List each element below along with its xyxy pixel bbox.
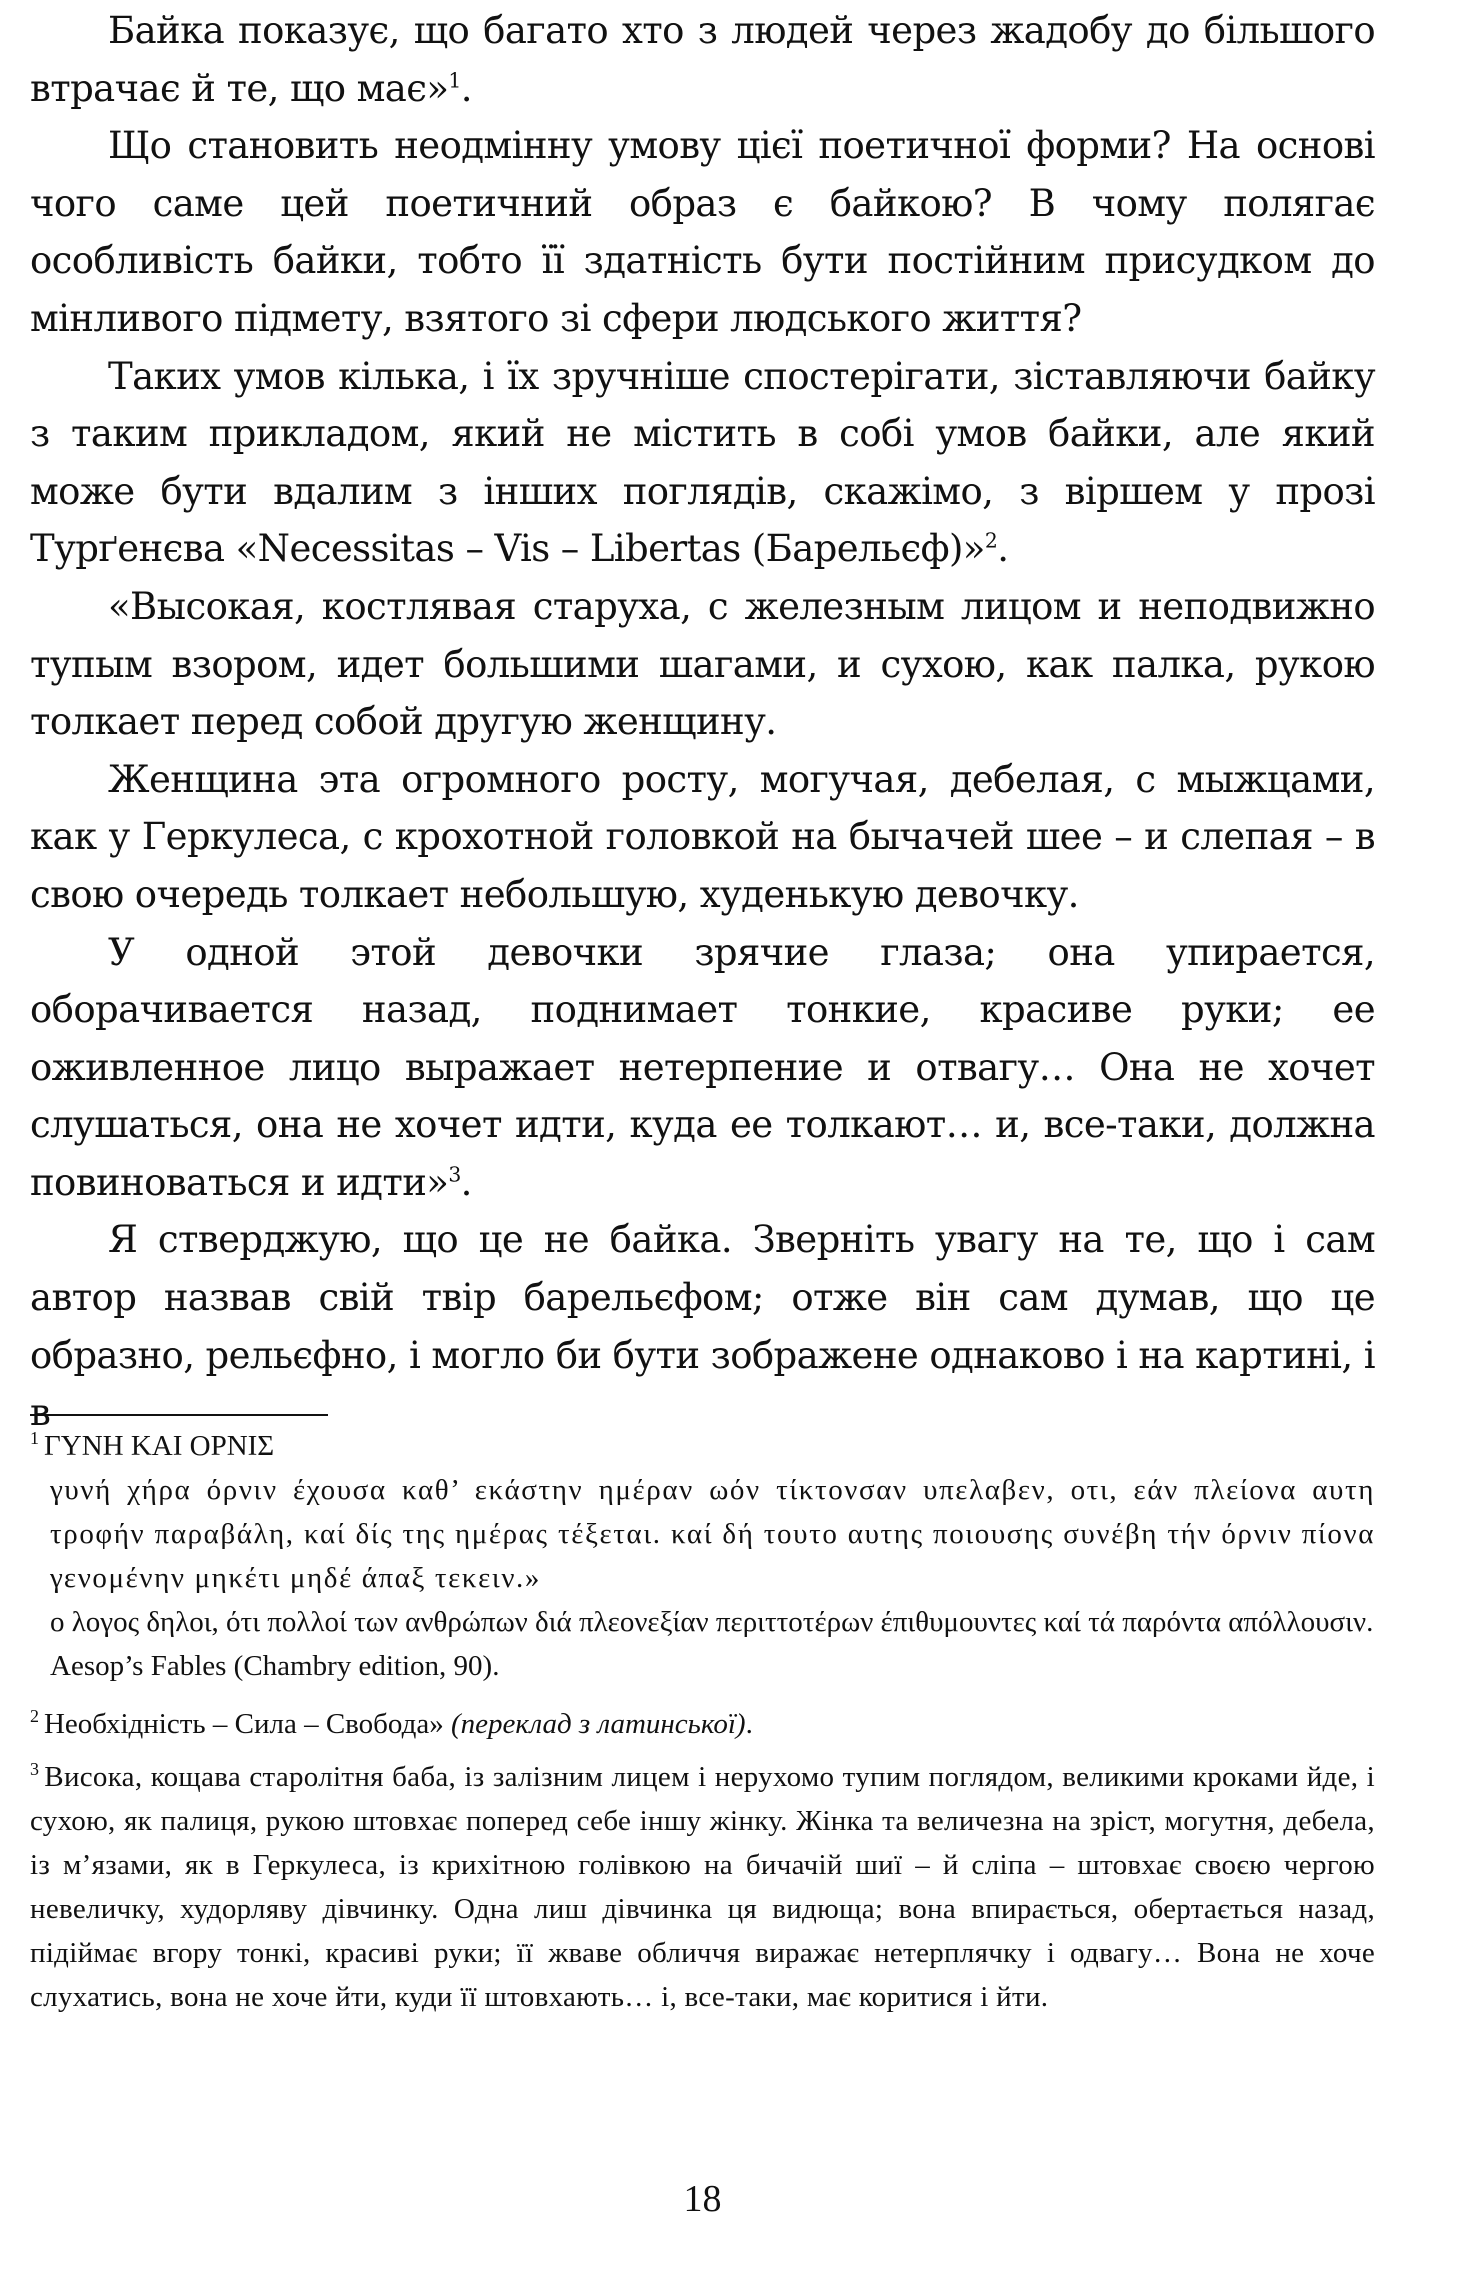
paragraph: Що становить неодмінну умову цієї поетичної форми? На основі чого саме цей поетичний образ є байкою? В чому полягає особливість байки, тобто її здатність бути постійним присудком до мінливого підмету, взятого зі сфери людського життя? — [30, 124, 1375, 340]
footnote-title: ΓΥΝΗ ΚΑΙ ΟΡΝΙΣ — [43, 1430, 275, 1462]
quote-paragraph: У одной этой девочки зрячие глаза; она упирается, оборачивается назад, поднимает тонкие, красиве руки; ее оживленное лицо выражает нетерпение и отвагу… Она не хочет слушаться, она не хочет идти, куда ее толкают… и, все-таки, должна повиноваться и идти»$^3$. — [30, 930, 1375, 1204]
translation-note: (переклад з латинської) — [450, 1708, 746, 1740]
footnote-ref[interactable]: 1 — [448, 68, 461, 93]
greek-fable-text: γυνή χήρα όρνιν έχουσα καθ’ εκάστην ημέραν ωόν τίκτονσαν υπελαβεν, οτι, εάν πλείονα αυτη τροφήν παραβάλη, καί δίς της ημέρας τέξεται. καί δή τουτο αυτης ποιουσης συνέβη τήν όρνιν πίονα γενομένην μηκέτι μηδέ άπαξ τεκειν.» — [50, 1474, 1375, 1594]
main-text — [30, 2, 1375, 1442]
footnote-source: Aesop’s Fables (Chambry edition, 90). — [50, 1650, 500, 1682]
paragraph: Таких умов кілька, і їх зручніше спостерігати, зіставляючи байку з таким прикладом, який не містить в собі умов байки, але який може бути вдалим з інших поглядів, скажімо, з віршем у прозі Турґенєва «Necessitas – Vis – Libertas (Барельєф)»$^2$. — [30, 354, 1375, 571]
footnote-1 — [30, 1424, 1375, 1688]
paragraph: Я стверджую, що це не байка. Зверніть увагу на те, що і сам автор назвав свій твір барельєфом; отже він сам думав, що це образно, рельєфно, і могло би бути зображене однаково і на картині, і в — [30, 1218, 1375, 1435]
footnote-2: $^2$ Необхідність – Сила – Свобода» (переклад з латинської). — [30, 1706, 753, 1740]
footnote-number: 1 — [30, 1428, 39, 1449]
footnotes — [30, 1424, 1375, 2028]
quote-paragraph: Женщина эта огромного росту, могучая, дебелая, с мыжцами, как у Геркулеса, с крохотной головкой на бычачей шее – и слепая – в свою очередь толкает небольшую, худенькую девочку. — [30, 757, 1375, 916]
footnote-3: $^3$ Висока, кощава старолітня баба, із залізним лицем і нерухомо тупим поглядом, великими кроками йде, і сухою, як палиця, рукою штовхає поперед себе іншу жінку. Жінка та величезна на зріст, могутня, дебела, із м’язами, як в Геркулеса, із крихітною голівкою на бичачій шиї – й сліпа – штовхає своєю чергою невеличку, худорляву дівчинку. Одна лиш дівчинка ця видюща; вона впирається, обертається назад, підіймає вгору тонкі, красиві руки; її жваве обличчя виражає нетерплячку і одвагу… Вона не хоче слухатись, вона не хоче йти, куди її штовхають… і, все-таки, має коритися і йти. — [30, 1759, 1375, 2013]
page-number: 18 — [683, 2178, 722, 2220]
footnote-divider — [30, 1414, 328, 1416]
footnote-number: 2 — [30, 1706, 39, 1727]
quote-paragraph: «Высокая, костлявая старуха, с железным лицом и неподвижно тупым взором, идет большими шагами, и сухою, как палка, рукою толкает перед собой другую женщину. — [30, 584, 1375, 744]
greek-moral-text: ο λογος δηλοι, ότι πολλοί των ανθρώπων διά πλεονεξίαν περιττοτέρων έπιθυμουντες καί τά παρόντα απόλλουσιν. — [50, 1606, 1374, 1638]
footnote-number: 3 — [30, 1759, 40, 1780]
paragraph: Байка показує, що багато хто з людей через жадобу до більшого втрачає й те, що має»$^1$. — [30, 9, 1375, 110]
footnote-ref[interactable]: 2 — [984, 529, 998, 554]
footnote-ref[interactable]: 3 — [448, 1162, 461, 1187]
